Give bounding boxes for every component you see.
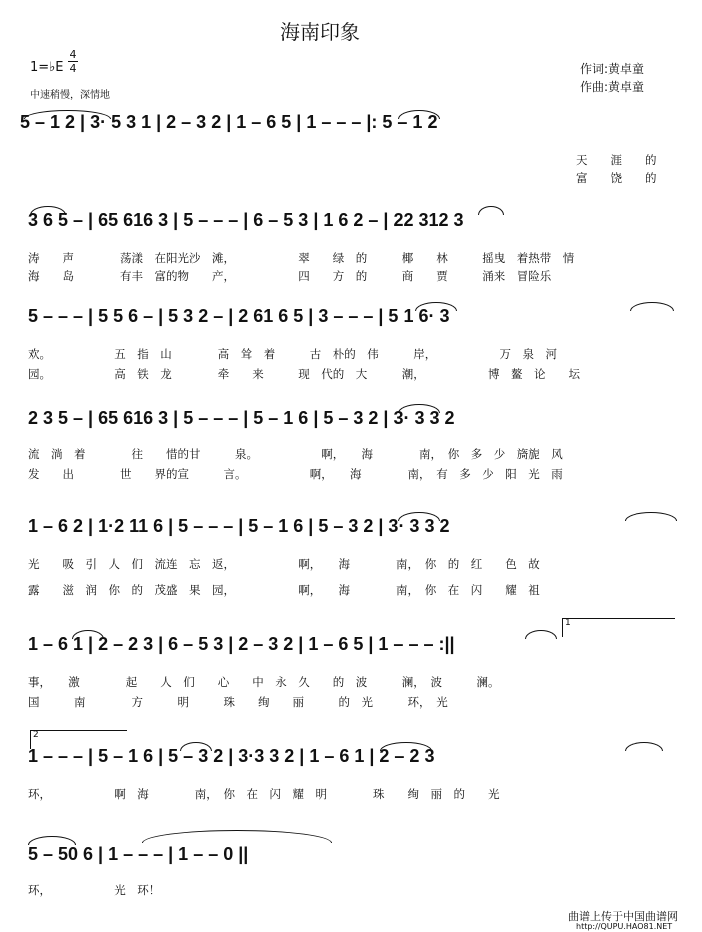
slur (415, 302, 457, 311)
volta-bracket-1 (562, 618, 675, 637)
page-title: 海南印象 (280, 20, 360, 44)
slur (380, 742, 432, 751)
slur (630, 302, 674, 311)
slur (525, 630, 557, 639)
lyricist-credit: 作词:黄卓童 (580, 62, 645, 76)
lyrics-row-5-verse-1: 光 吸 引 人 们 流连 忘 返， 啊， 海 南， 你 的 红 色 故 (28, 557, 540, 571)
slur (625, 742, 663, 751)
tempo-marking: 中速稍慢，深情地 (30, 90, 110, 101)
lyrics-row-6-verse-2: 国 南 方 明 珠 绚 丽 的 光 环， 光 (28, 695, 448, 709)
tie (142, 830, 332, 843)
notes-row-7: 1 – – – | 5 – 1 6 | 5 – 3 2 | 3·3 3 2 | 1 – 6 1 | 2 – 2 3 (28, 746, 435, 766)
slur (398, 512, 440, 521)
slur (398, 404, 440, 413)
time-signature (68, 49, 78, 74)
slur (28, 836, 76, 845)
notes-row-4: 2 3 5 – | 65 616 3 | 5 – – – | 5 – 1 6 | 5 – 3 2 | 3· 3 3 2 (28, 408, 455, 428)
notes-row-3: 5 – – – | 5 5 6 – | 5 3 2 – | 2 61 6 5 | 3 – – – | 5 1 6· 3 (28, 306, 450, 326)
slur (478, 206, 504, 215)
notes-row-6: 1 – 6 1 | 2 – 2 3 | 6 – 5 3 | 2 – 3 2 | 1 – 6 5 | 1 – – – :|| (28, 634, 455, 654)
slur (625, 512, 677, 521)
volta-number-1: 1 (565, 618, 571, 628)
lyrics-row-3-verse-1: 欢。 五 指 山 高 耸 着 古 朴的 伟 岸， 万 泉 河 (28, 347, 557, 361)
composer-credit: 作曲:黄卓童 (580, 80, 645, 94)
slur (72, 630, 104, 639)
lyrics-row-2-verse-1: 涛 声 荡漾 在阳光沙 滩， 翠 绿 的 椰 林 摇曳 着热带 情 (28, 251, 575, 265)
slur (180, 742, 212, 751)
lyrics-row-3-verse-2: 园。 高 铁 龙 牵 来 现 代的 大 潮， 博 鳌 论 坛 (28, 367, 580, 381)
notes-row-1: 5 – 1 2 | 3· 5 3 1 | 2 – 3 2 | 1 – 6 5 | 1 – – – |: 5 – 1 2 (20, 112, 438, 132)
notes-row-8: 5 – 50 6 | 1 – – – | 1 – – 0 || (28, 844, 249, 864)
key-label: 1= (30, 60, 50, 75)
key-signature (30, 60, 64, 75)
watermark-line-2: http://QUPU.HAO81.NET (576, 922, 673, 931)
lyrics-row-2-verse-2: 海 岛 有丰 富的物 产， 四 方 的 商 贾 涌来 冒险乐 (28, 269, 552, 283)
slur (30, 206, 66, 215)
watermark-line-1: 曲谱上传于中国曲谱网 (568, 910, 678, 923)
lyrics-row-6-verse-1: 事， 激 起 人 们 心 中 永 久 的 波 澜， 波 澜。 (28, 675, 500, 689)
time-top: 4 (69, 48, 77, 61)
lyrics-row-1-verse-2: 富 饶 的 (576, 171, 657, 185)
notes-row-2: 3 6 5 – | 65 616 3 | 5 – – – | 6 – 5 3 | 1 6 2 – | 22 312 3 (28, 210, 464, 230)
lyrics-row-8-verse-1: 环， 光 环！ (28, 883, 161, 897)
time-bottom: 4 (69, 62, 77, 75)
lyrics-row-4-verse-2: 发 出 世 界的宣 言。 啊， 海 南， 有 多 少 阳 光 雨 (28, 467, 563, 481)
lyrics-row-1-verse-1: 天 涯 的 (576, 153, 657, 167)
lyrics-row-5-verse-2: 露 滋 润 你 的 茂盛 果 园， 啊， 海 南， 你 在 闪 耀 祖 (28, 583, 540, 597)
notes-row-5: 1 – 6 2 | 1·2 11 6 | 5 – – – | 5 – 1 6 | 5 – 3 2 | 3· 3 3 2 (28, 516, 450, 536)
lyrics-row-7-verse-1: 环， 啊 海 南， 你 在 闪 耀 明 珠 绚 丽 的 光 (28, 787, 500, 801)
key-flat: ♭E (49, 60, 64, 75)
lyrics-row-4-verse-1: 流 淌 着 往 惜的甘 泉。 啊， 海 南， 你 多 少 旖旎 风 (28, 447, 563, 461)
volta-number-2: 2 (33, 730, 39, 740)
